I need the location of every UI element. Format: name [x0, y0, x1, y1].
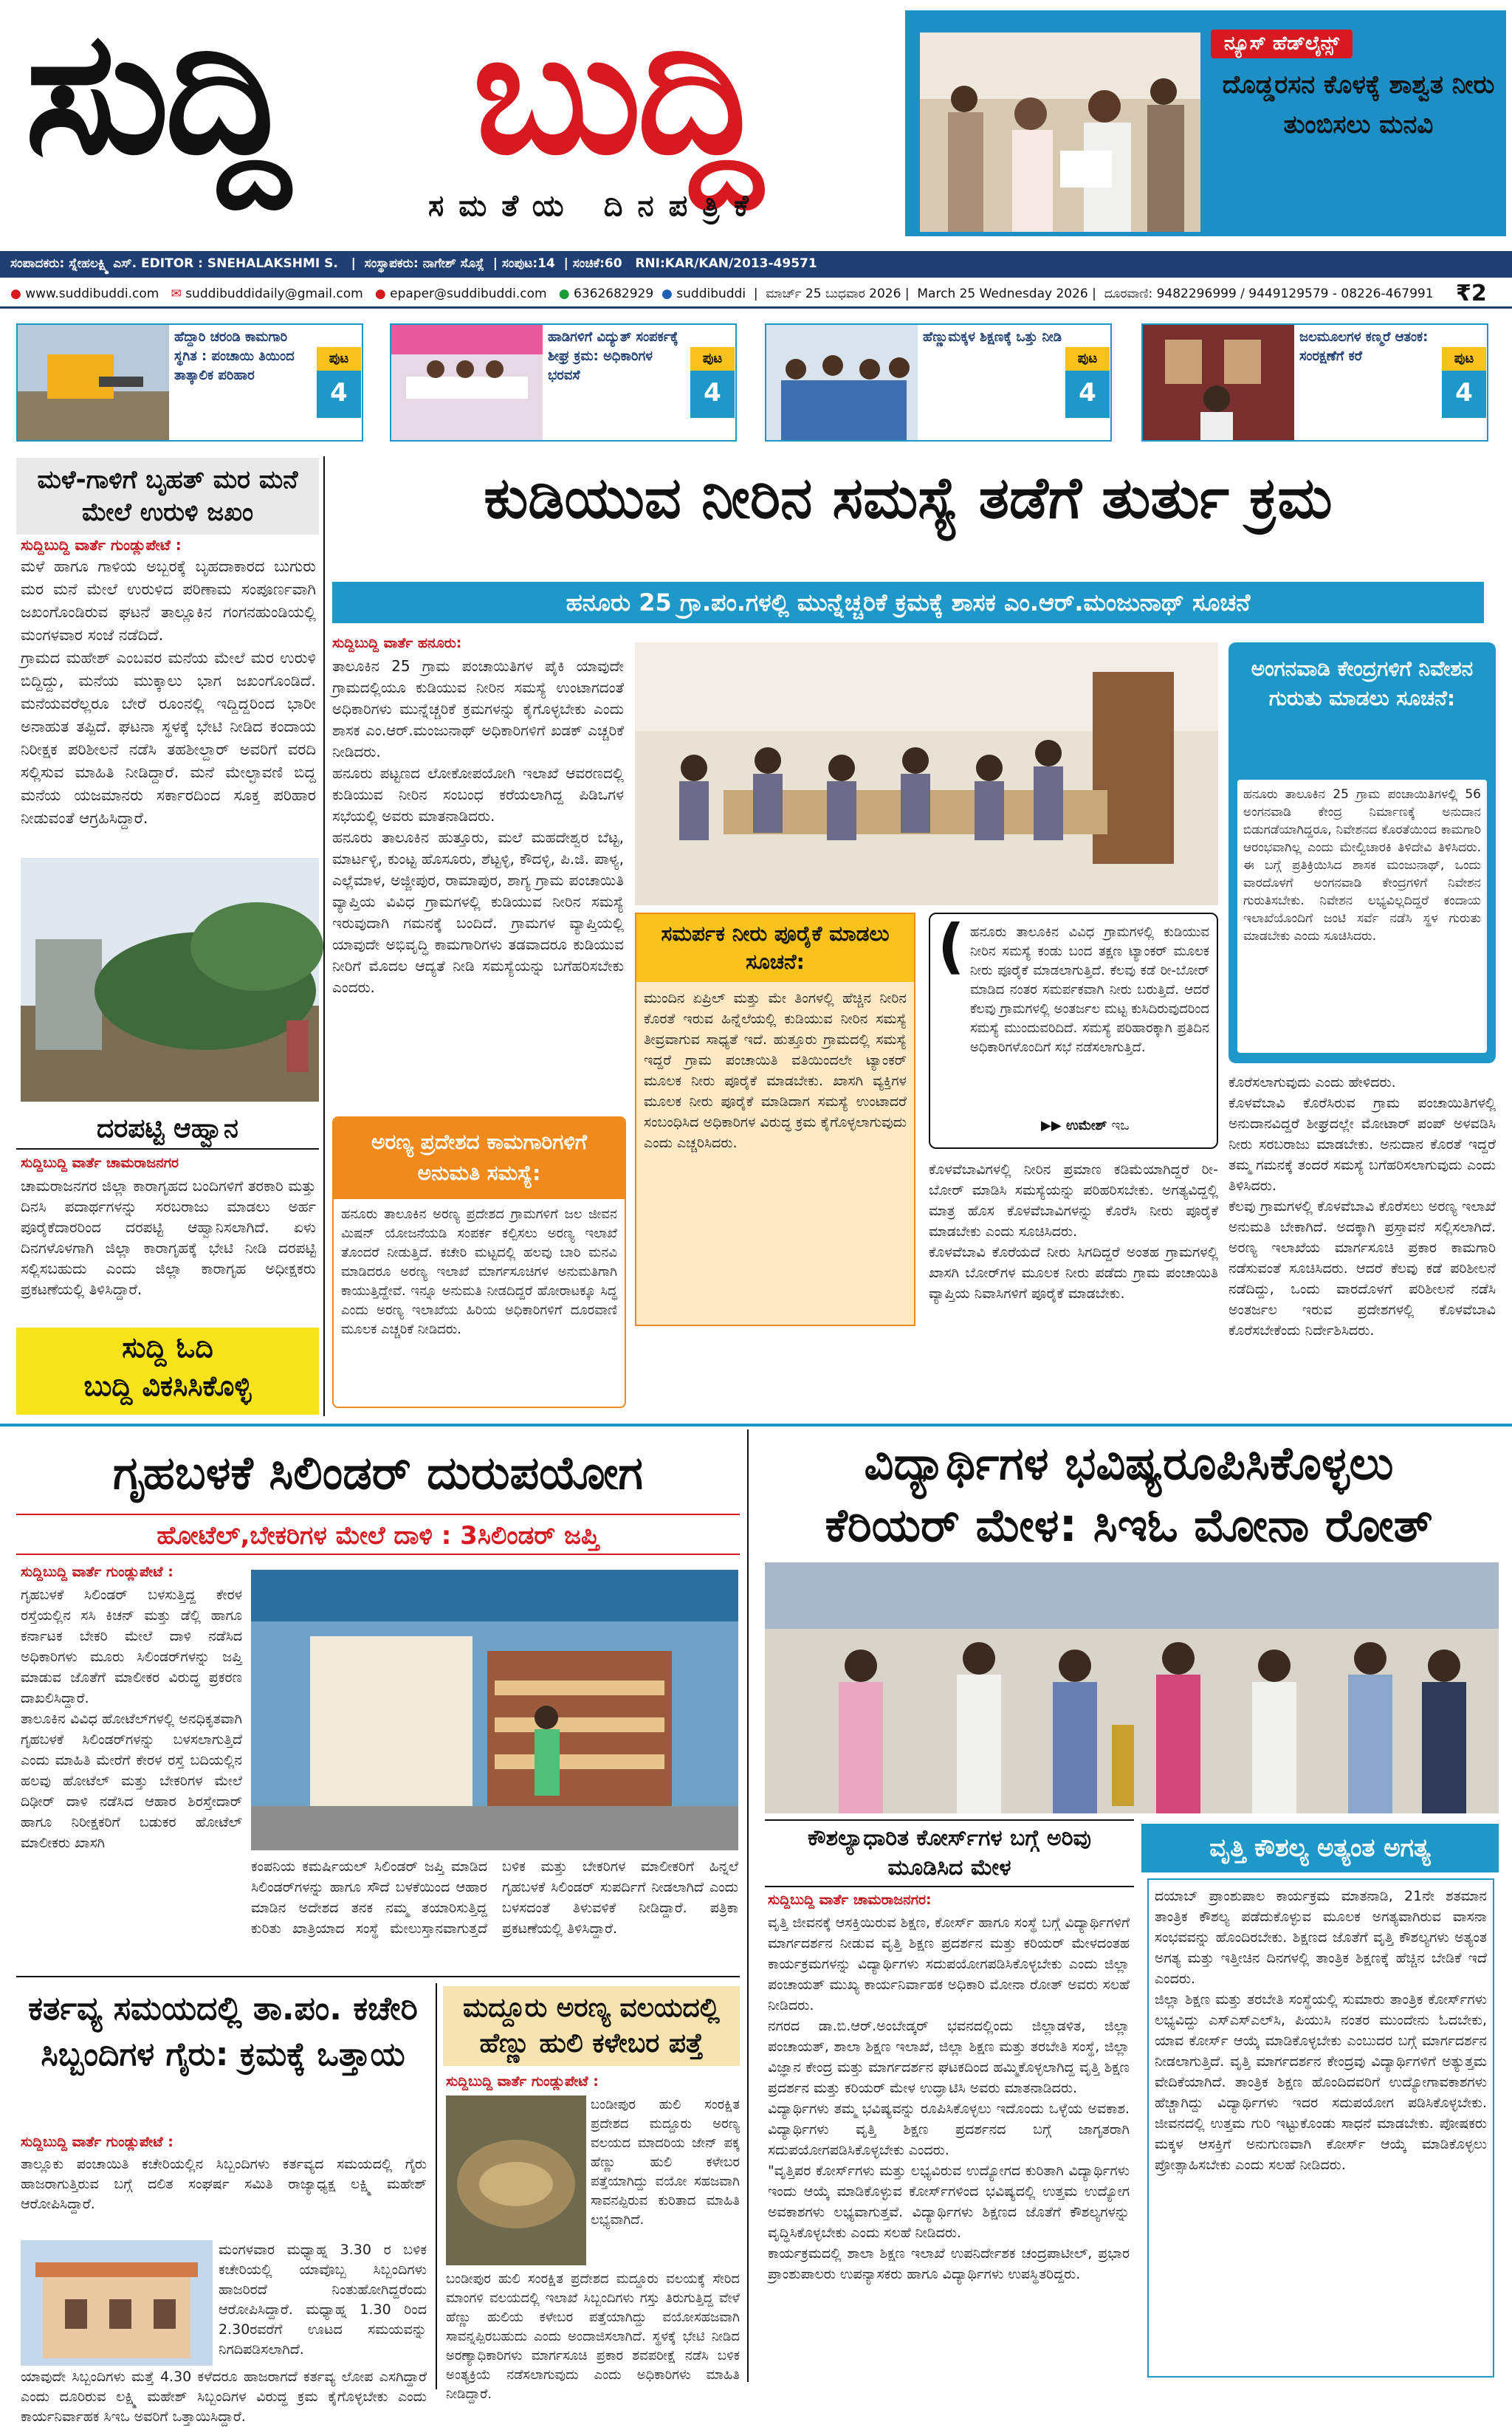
article-photo — [251, 1570, 738, 1850]
lead-col-3: ಕೊರೆಸಲಾಗುವುದು ಎಂದು ಹೇಳಿದರು. ಕೊಳವೆಬಾವಿ ಕೊರೆಸಿರುವ ಗ್ರಾಮ ಪಂಚಾಯಿತಿಗಳಲ್ಲಿ ಅನುದಾನವಿದ್ದರೆ ಶೀಘ್ರದಲ್ಲೇ ಮೋಟಾರ್ ಪಂಪ್ ಅಳವಡಿಸಿ ನೀರು ಸರಬರಾಜು ಮಾಡಬೇಕು. ಅನುದಾನ ಕೊರತೆ ಇದ್ದರೆ ತಮ್ಮ ಗಮನಕ್ಕೆ ತಂದರೆ ಸಮಸ್ಯೆ ಬಗೆಹರಿಸಲಾಗುವುದು ಎಂದು ತಿಳಿಸಿದರು. ಕೆಲವು ಗ್ರಾಮಗಳಲ್ಲಿ ಕೊಳವೆಬಾವಿ ಕೊರೆಸಲು ಅರಣ್ಯ ಇಲಾಖೆ ಅನುಮತಿ ಬೇಕಾಗಿದೆ. ಅದಕ್ಕಾಗಿ ಪ್ರಸ್ತಾವನೆ ಸಲ್ಲಿಸಲಾಗಿದೆ. ಅರಣ್ಯ ಇಲಾಖೆಯ ಮಾರ್ಗಸೂಚಿ ಪ್ರಕಾರ ಕಾಮಗಾರಿ ನಡೆಸುವಂತೆ ಸೂಚಿಸಿದರು. ಆದರೆ ಕೆಲವು ಕಡೆ ಪರಿಶೀಲನೆ ನಡೆದಿದ್ದು, ಒಂದು ವಾರದೊಳಗೆ ಪರಿಶೀಲನೆ ನಡೆಸಿ ಅಂತರ್ಜಲ ಇರುವ ಪ್ರದೇಶಗಳಲ್ಲಿ ಕೊಳವೆಬಾವಿ ಕೊರೆಸಬೇಕೆಂದು ನಿರ್ದೇಶಿಸಿದರು. — [1228, 1074, 1496, 1339]
article-headline: ಕರ್ತವ್ಯ ಸಮಯದಲ್ಲಿ ತಾ.ಪಂ. ಕಚೇರಿ ಸಿಬ್ಬಂದಿಗಳ ಗೈರು: ಕ್ರಮಕ್ಕೆ ಒತ್ತಾಯ — [28, 1990, 418, 2073]
article-body-2: ಕಂಪನಿಯ ಕಮರ್ಷಿಯಲ್ ಸಿಲಿಂಡರ್ ಜಪ್ತಿ ಮಾಡಿದ ಸಿಲಿಂಡರ್‌ಗಳನ್ನು ಹಾಗೂ ಸೌದೆ ಬಳಕೆಯಿಂದ ಆಹಾರ ಮಾಡಿನ ಅದೇಶದ ತನಕ ನಮ್ಮ ತಯಾರಿಸುತ್ತಿದ್ದ ಕುರಿತು ಖಾತ್ರಿಯಾದ ಸಂಸ್ಥೆ ಮೇಲುಸ್ತಾನವಾಗುತ್ತದೆ ಬಳಿಕ ಮತ್ತು ಬೇಕರಿಗಳ ಮಾಲೀಕರಿಗೆ ಹಿನ್ನಲೆ ಗೃಹಬಳಕೆ ಸಿಲಿಂಡರ್ ಸುಪರ್ದಿಗೆ ನೀಡಲಾಗಿದೆ ಎಂದು ಬಳಸದಂತೆ ತಿಳುವಳಿಕೆ ನೀಡಿದ್ದಾರೆ. ಪತ್ರಿಕಾ ಪ್ರಕಟಣೆಯಲ್ಲಿ ತಿಳಿಸಿದ್ದಾರೆ. — [251, 1858, 738, 1937]
lead-headline: ಕುಡಿಯುವ ನೀರಿನ ಸಮಸ್ಯೆ ತಡೆಗೆ ತುರ್ತು ಕ್ರಮ — [484, 465, 1333, 532]
lead-photo — [635, 642, 1218, 905]
lead-col-2b: ಕೊಳವೆಬಾವಿಗಳಲ್ಲಿ ನೀರಿನ ಪ್ರಮಾಣ ಕಡಿಮೆಯಾಗಿದ್ದರೆ ರೀ-ಬೋರ್ ಮಾಡಿಸಿ ಸಮಸ್ಯೆಯನ್ನು ಪರಿಹರಿಸಬೇಕು. ಅಗತ್ಯವಿದ್ದಲ್ಲಿ ಮಾತ್ರ ಹೊಸ ಕೊಳವೆಬಾವಿಗಳನ್ನು ಕೊರೆಸಿ ನೀರು ಪೂರೈಕೆ ಮಾಡಬೇಕು ಎಂದು ಸೂಚಿಸಿದರು. ಕೊಳವೆಬಾವಿ ಕೊರೆಯದೆ ನೀರು ಸಿಗದಿದ್ದರೆ ಅಂತಹ ಗ್ರಾಮಗಳಲ್ಲಿ ಖಾಸಗಿ ಬೋರ್‌ಗಳ ಮೂಲಕ ನೀರು ಪಡೆದು ಗ್ರಾಮ ಪಂಚಾಯಿತಿ ವ್ಯಾಪ್ತಿಯ ನಿವಾಸಿಗಳಿಗೆ ಪೂರೈಕೆ ಮಾಡಬೇಕು. — [929, 1161, 1218, 1302]
article-dateline: ಸುದ್ದಿಬುದ್ದಿ ವಾರ್ತೆ ಗುಂಡ್ಲುಪೇಟೆ : — [21, 536, 182, 554]
epaper-link[interactable]: epaper@suddibuddi.com — [390, 286, 547, 301]
box-title: ಸಮರ್ಪಕ ನೀರು ಪೂರೈಕೆ ಮಾಡಲು ಸೂಚನೆ: — [636, 914, 914, 982]
article-dateline: ಸುದ್ದಿಬುದ್ದಿ ವಾರ್ತೆ ಗುಂಡ್ಲುಪೇಟೆ : — [21, 2134, 173, 2150]
box-title: ಅಂಗನವಾಡಿ ಕೇಂದ್ರಗಳಿಗೆ ನಿವೇಶನ ಗುರುತು ಮಾಡಲು ಸೂಚನೆ: — [1251, 656, 1474, 710]
article-subhead: ಹೋಟೆಲ್,ಬೇಕರಿಗಳ ಮೇಲೆ ದಾಳಿ : 3ಸಿಲಿಂಡರ್ ಜಪ್ತಿ — [16, 1514, 740, 1555]
teaser-4[interactable] — [1141, 323, 1488, 442]
email-link[interactable]: suddibuddidaily@gmail.com — [185, 286, 363, 301]
box-body: ಮುಂದಿನ ಏಪ್ರಿಲ್ ಮತ್ತು ಮೇ ತಿಂಗಳಲ್ಲಿ ಹೆಚ್ಚಿನ ನೀರಿನ ಕೊರತೆ ಇರುವ ಹಿನ್ನೆಲೆಯಲ್ಲಿ ಕುಡಿಯುವ ನೀರಿನ ಸಮಸ್ಯೆ ತೀವ್ರವಾಗುವ ಸಾಧ್ಯತೆ ಇದೆ. ಹುತ್ತೂರು ಗ್ರಾಮದಲ್ಲಿ ಸಮಸ್ಯೆ ಇದ್ದರೆ ಗ್ರಾಮ ಪಂಚಾಯಿತಿ ವತಿಯಿಂದಲೇ ಟ್ಯಾಂಕರ್ ಮೂಲಕ ನೀರು ಪೂರೈಕೆ ಮಾಡಬೇಕು. ಖಾಸಗಿ ವ್ಯಕ್ತಿಗಳ ಮೂಲಕ ನೀರು ಪೂರೈಕೆ ಮಾಡಿದಾಗ ಸಮಸ್ಯೆ ಉಂಟಾದರೆ ಸಂಬಂಧಿಸಿದ ಅಧಿಕಾರಿಗಳ ವಿರುದ್ಧ ಕ್ರಮ ಕೈಗೊಳ್ಳಲಾಗುವುದು ಎಂದು ಎಚ್ಚರಿಸಿದರು. — [644, 990, 907, 1151]
teaser-photo — [766, 325, 918, 440]
article-body-3: ಯಾವುದೇ ಸಿಬ್ಬಂದಿಗಳು ಮತ್ತೆ 4.30 ಕಳೆದರೂ ಹಾಜರಾಗದೆ ಕರ್ತವ್ಯ ಲೋಪ ಎಸಗಿದ್ದಾರೆ ಎಂದು ದೂರಿರುವ ಲಕ್ಷ್ಮಿ ಮಹೇಶ್ ಸಿಬ್ಬಂದಿಗಳ ವಿರುದ್ಧ ಕ್ರಮ ಕೈಗೊಳ್ಳಬೇಕು ಎಂದು ಕಾರ್ಯನಿರ್ವಾಹಕ ಸಿಇಒ ಅವರಿಗೆ ಒತ್ತಾಯಿಸಿದ್ದಾರೆ. — [21, 2369, 427, 2425]
tagline: ಸಮತೆಯ ದಿನಪತ್ರಿಕೆ — [428, 189, 763, 223]
teaser-3[interactable] — [765, 323, 1112, 442]
box-body: ಹನೂರು ತಾಲೂಕಿನ ಅರಣ್ಯ ಪ್ರದೇಶದ ಗ್ರಾಮಗಳಿಗೆ ಜಲ ಜೀವನ ಮಿಷನ್ ಯೋಜನೆಯಡಿ ಸಂಪರ್ಕ ಕಲ್ಪಿಸಲು ಅರಣ್ಯ ಇಲಾಖೆ ತೊಂದರೆ ನೀಡುತ್ತಿದೆ. ಕಚೇರಿ ಮಟ್ಟದಲ್ಲಿ ಹಲವು ಬಾರಿ ಮನವಿ ಮಾಡಿದರೂ ಅರಣ್ಯ ಇಲಾಖೆ ಮಾರ್ಗಸೂಚಿಗಳ ಅನುಮತಿಗಾಗಿ ಕಾಯುತ್ತಿದ್ದೇವೆ. ಇನ್ನೂ ಅನುಮತಿ ನೀಡದಿದ್ದರೆ ಹೋರಾಟಕ್ಕೂ ಸಿದ್ಧ ಎಂದು ಅರಣ್ಯ ಇಲಾಖೆಯ ಹಿರಿಯ ಅಧಿಕಾರಿಗಳಿಗೆ ದೂರವಾಣಿ ಮೂಲಕ ಎಚ್ಚರಿಕೆ ನೀಡಿದರು. — [341, 1206, 617, 1337]
article-subhead-1: ಕೌಶಲ್ಯಾಧಾರಿತ ಕೋರ್ಸ್‌ಗಳ ಬಗ್ಗೆ ಅರಿವು ಮೂಡಿಸಿದ ಮೇಳ — [765, 1819, 1134, 1887]
water-supply-box — [635, 913, 915, 1326]
meta-bar: ಸಂಪಾದಕರು: ಸ್ನೇಹಲಕ್ಷ್ಮಿ ಎಸ್. EDITOR : SNEHALAKSHMI S. | ಸಂಸ್ಥಾಪಕರು: ನಾಗೇಶ್ ಸೊಸ್ಲೆ | ಸಂಪುಟ:14 | ಸಂಚಿಕೆ:60 RNI:KAR/KAN/2013-49571 — [0, 251, 1512, 278]
teaser-2[interactable] — [390, 323, 737, 442]
news-headline-photo — [920, 32, 1200, 232]
issue: ಸಂಚಿಕೆ:60 — [572, 256, 622, 271]
social-icon: ● — [662, 286, 673, 301]
lead-col-1: ತಾಲೂಕಿನ 25 ಗ್ರಾಮ ಪಂಚಾಯಿತಿಗಳ ಪೈಕಿ ಯಾವುದೇ ಗ್ರಾಮದಲ್ಲಿಯೂ ಕುಡಿಯುವ ನೀರಿನ ಸಮಸ್ಯೆ ಉಂಟಾಗದಂತೆ ಅಧಿಕಾರಿಗಳು ಮುನ್ನೆಚ್ಚರಿಕೆ ಕ್ರಮಗಳನ್ನು ಕೈಗೊಳ್ಳಬೇಕು ಎಂದು ಶಾಸಕ ಎಂ.ಆರ್.ಮಂಜುನಾಥ್ ಅಧಿಕಾರಿಗಳಿಗೆ ಖಡಕ್ ಎಚ್ಚರಿಕೆ ನೀಡಿದರು. ಹನೂರು ಪಟ್ಟಣದ ಲೋಕೋಪಯೋಗಿ ಇಲಾಖೆ ಆವರಣದಲ್ಲಿ ಕುಡಿಯುವ ನೀರಿನ ಸಂಬಂಧ ಕರೆಯಲಾಗಿದ್ದ ಪಿಡಿಒಗಳ ಸಭೆಯಲ್ಲಿ ಅವರು ಮಾತನಾಡಿದರು. ಹನೂರು ತಾಲೂಕಿನ ಹುತ್ತೂರು, ಮಲೆ ಮಹದೇಶ್ವರ ಬೆಟ್ಟ, ಮಾರ್ಟಳ್ಳಿ, ಕುಂಟ್ಟ ಹೊಸೂರು, ಶೆಟ್ಟಳ್ಳಿ, ಕೌದಳ್ಳಿ, ಪಿ.ಜಿ. ಪಾಳ್ಯ, ಎಲ್ಲೆಮಾಳ, ಅಜ್ಜೀಪುರ, ರಾಮಾಪುರ, ಶಾಗ್ಯ ಗ್ರಾಮ ಪಂಚಾಯಿತಿ ವ್ಯಾಪ್ತಿಯ ವಿವಿಧ ಗ್ರಾಮಗಳಲ್ಲಿ ಕುಡಿಯುವ ನೀರಿನ ಸಮಸ್ಯೆ ಇರುವುದಾಗಿ ಗಮನಕ್ಕೆ ಬಂದಿದೆ. ಗ್ರಾಮಗಳ ವ್ಯಾಪ್ತಿಯಲ್ಲಿ ಯಾವುದೇ ಅಭಿವೃದ್ಧಿ ಕಾಮಗಾರಿಗಳು ತಡವಾದರೂ ಕುಡಿಯುವ ನೀರಿಗೆ ಮೊದಲ ಆದ್ಯತೆ ನೀಡಿ ಸಮಸ್ಯೆಯನ್ನು ಬಗೆಹರಿಸಬೇಕು ಎಂದರು. — [332, 657, 624, 996]
mail-icon: ✉ — [171, 286, 182, 301]
quote-box — [929, 913, 1218, 1149]
date-english: March 25 Wednesday 2026 — [917, 286, 1088, 301]
article-body-1: ಬಂಡೀಪುರ ಹುಲಿ ಸಂರಕ್ಷಿತ ಪ್ರದೇಶದ ಮದ್ದೂರು ಅರಣ್ಯ ವಲಯದ ಮಾದರಿಯ ಜೇನ್ ಪಕ್ಕ ಹೆಣ್ಣು ಹುಲಿ ಕಳೇಬರ ಪತ್ತೆಯಾಗಿದ್ದು ವಯೋ ಸಹಜವಾಗಿ ಸಾವನಪ್ಪಿರುವ ಕುರಿತಾದ ಮಾಹಿತಿ ಲಭ್ಯವಾಗಿದೆ. — [591, 2097, 740, 2228]
teaser-text: ಹೆದ್ದಾರಿ ಚರಂಡಿ ಕಾಮಗಾರಿ ಸ್ಥಗಿತ : ಪಂಚಾಯಿ ತಿಯಿಂದ ತಾತ್ಕಾಲಿಕ ಪರಿಹಾರ — [174, 329, 295, 383]
teaser-photo — [391, 325, 543, 440]
article-dateline: ಸುದ್ದಿಬುದ್ದಿ ವಾರ್ತೆ ಚಾಮರಾಜನಗರ: — [768, 1892, 932, 1908]
divider — [436, 1983, 437, 2389]
lead-dateline: ಸುದ್ದಿಬುದ್ದಿ ವಾರ್ತೆ ಹನೂರು: — [332, 635, 462, 651]
teaser-page: ಪುಟ 4 — [1065, 347, 1110, 418]
date-kannada: ಮಾರ್ಚ್ 25 ಬುಧವಾರ 2026 — [766, 286, 901, 301]
divider — [323, 456, 325, 1416]
epaper-icon: ● — [374, 286, 386, 301]
article-subhead-2: ವೃತ್ತಿ ಕೌಶಲ್ಯ ಅತ್ಯಂತ ಅಗತ್ಯ — [1141, 1824, 1499, 1872]
news-headline-text[interactable]: ದೊಡ್ಡರಸನ ಕೊಳಕ್ಕೆ ಶಾಶ್ವತ ನೀರು ತುಂಬಿಸಲು ಮನವಿ — [1222, 70, 1495, 140]
editor-name: ಸಂಪಾದಕರು: ಸ್ನೇಹಲಕ್ಷ್ಮಿ ಎಸ್. EDITOR : SNEHALAKSHMI S. — [10, 256, 338, 271]
quote-attribution: ▶▶ ಉಮೇಶ್ ಇಒ — [1041, 1118, 1130, 1133]
logo-buddi: ಬುದ್ದಿ — [472, 0, 758, 192]
article-body: ವೃತ್ತಿ ಜೀವನಕ್ಕೆ ಆಸಕ್ತಿಯಿರುವ ಶಿಕ್ಷಣ, ಕೋರ್ಸ್ ಹಾಗೂ ಸಂಸ್ಥೆ ಬಗ್ಗೆ ವಿದ್ಯಾರ್ಥಿಗಳಿಗೆ ಮಾರ್ಗದರ್ಶನ ನೀಡುವ ವೃತ್ತಿ ಶಿಕ್ಷಣ ಪ್ರದರ್ಶನ ಮತ್ತು ಕರಿಯರ್ ಮೇಳದಂತಹ ಕಾರ್ಯಕ್ರಮಗಳನ್ನು ವಿದ್ಯಾರ್ಥಿಗಳು ಸದುಪಯೋಗಪಡಿಸಿಕೊಳ್ಳಬೇಕು ಎಂದು ಜಿಲ್ಲಾ ಪಂಚಾಯತ್ ಮುಖ್ಯ ಕಾರ್ಯನಿರ್ವಾಹಕ ಅಧಿಕಾರಿ ಮೋನಾ ರೋತ್ ಅವರು ಸಲಹೆ ನೀಡಿದರು. ನಗರದ ಡಾ.ಬಿ.ಆರ್.ಅಂಬೇಡ್ಕರ್ ಭವನದಲ್ಲಿಂದು ಜಿಲ್ಲಾಡಳಿತ, ಜಿಲ್ಲಾ ಪಂಚಾಯತ್, ಶಾಲಾ ಶಿಕ್ಷಣ ಇಲಾಖೆ, ಜಿಲ್ಲಾ ಶಿಕ್ಷಣ ಮತ್ತು ತರಬೇತಿ ಸಂಸ್ಥೆ, ಜಿಲ್ಲಾ ವಿಜ್ಞಾನ ಕೇಂದ್ರ ಮತ್ತು ಮಾರ್ಗದರ್ಶನ ಘಟಕದಿಂದ ಹಮ್ಮಿಕೊಳ್ಳಲಾಗಿದ್ದ ವೃತ್ತಿ ಶಿಕ್ಷಣ ಪ್ರದರ್ಶನ ಮತ್ತು ಕರಿಯರ್ ಮೇಳ ಉದ್ಘಾಟಿಸಿ ಅವರು ಮಾತನಾಡಿದರು. ವಿದ್ಯಾರ್ಥಿಗಳು ತಮ್ಮ ಭವಿಷ್ಯವನ್ನು ರೂಪಿಸಿಕೊಳ್ಳಲು ಇದೊಂದು ಒಳ್ಳೆಯ ಅವಕಾಶ. ವಿದ್ಯಾರ್ಥಿಗಳು ವೃತ್ತಿ ಶಿಕ್ಷಣ ಪ್ರದರ್ಶನದ ಬಗ್ಗೆ ಜಾಗೃತರಾಗಿ ಸದುಪಯೋಗಪಡಿಸಿಕೊಳ್ಳಬೇಕು ಎಂದರು. "ವೃತ್ತಿಪರ ಕೋರ್ಸ್‌ಗಳು ಮತ್ತು ಲಭ್ಯವಿರುವ ಉದ್ಯೋಗದ ಕುರಿತಾಗಿ ವಿದ್ಯಾರ್ಥಿಗಳು ಇಂದು ಆಯ್ಕೆ ಮಾಡಿಕೊಳ್ಳುವ ಕೋರ್ಸ್‌ಗಳಿಂದ ಭವಿಷ್ಯದಲ್ಲಿ ಉತ್ತಮ ಉದ್ಯೋಗ ಅವಕಾಶಗಳು ಲಭ್ಯವಾಗುತ್ತವೆ. ವಿದ್ಯಾರ್ಥಿಗಳು ಶಿಕ್ಷಣದ ಜೊತೆಗೆ ಕೌಶಲ್ಯಗಳನ್ನು ವೃದ್ಧಿಸಿಕೊಳ್ಳಬೇಕು ಎಂದು ಸಲಹೆ ನೀಡಿದರು. ಕಾರ್ಯಕ್ರಮದಲ್ಲಿ ಶಾಲಾ ಶಿಕ್ಷಣ ಇಲಾಖೆ ಉಪನಿರ್ದೇಶಕ ಚಂದ್ರಪಾಟೀಲ್, ಪ್ರಭಾರ ಪ್ರಾಂಶುಪಾಲರು ಉಪನ್ಯಾಸಕರು ಹಾಗೂ ವಿದ್ಯಾರ್ಥಿಗಳು ಉಪಸ್ಥಿತರಿದ್ದರು. — [768, 1915, 1130, 2282]
divider — [16, 1976, 740, 1977]
article-dateline: ಸುದ್ದಿಬುದ್ದಿ ವಾರ್ತೆ ಗುಂಡ್ಲುಪೇಟೆ : — [446, 2073, 599, 2090]
teaser-page: ಪುಟ 4 — [1442, 347, 1486, 418]
article-body: ಮಳೆ ಹಾಗೂ ಗಾಳಿಯ ಅಬ್ಬರಕ್ಕೆ ಬೃಹದಾಕಾರದ ಬುಗುರು ಮರ ಮನೆ ಮೇಲೆ ಉರುಳಿದ ಪರಿಣಾಮ ಸಂಪೂರ್ಣವಾಗಿ ಜಖಂಗೊಂಡಿರುವ ಘಟನೆ ತಾಲ್ಲೂಕಿನ ಗಂಗನಹುಂಡಿಯಲ್ಲಿ ಮಂಗಳವಾರ ಸಂಜೆ ನಡೆದಿದೆ. ಗ್ರಾಮದ ಮಹೇಶ್ ಎಂಬವರ ಮನೆಯ ಮೇಲೆ ಮರ ಉರುಳಿ ಬಿದ್ದಿದ್ದು, ಮನೆಯ ಮುಕ್ಕಾಲು ಭಾಗ ಜಖಂಗೊಂಡಿದೆ. ಮನೆಯವರೆಲ್ಲರೂ ಬೇರೆ ರೂಂನಲ್ಲಿ ಇದ್ದಿದ್ದರಿಂದ ಭಾರೀ ಅನಾಹುತ ತಪ್ಪಿದೆ. ಘಟನಾ ಸ್ಥಳಕ್ಕೆ ಭೇಟಿ ನೀಡಿದ ಕಂದಾಯ ನಿರೀಕ್ಷಕ ಪರಿಶೀಲನೆ ನಡೆಸಿ ತಹಶೀಲ್ದಾರ್ ಅವರಿಗೆ ವರದಿ ಸಲ್ಲಿಸುವ ಮಾಹಿತಿ ನೀಡಿದ್ದಾರೆ. ಮನೆ ಮೇಲ್ಛಾವಣಿ ಬಿದ್ದ ಮನೆಯ ಯಜಮಾನರು ಸರ್ಕಾರದಿಂದ ಸೂಕ್ತ ಪರಿಹಾರ ನೀಡುವಂತೆ ಆಗ್ರಹಿಸಿದ್ದಾರೆ. — [21, 557, 316, 827]
article-body-2: ಬಂಡೀಪುರ ಹುಲಿ ಸಂರಕ್ಷಿತ ಪ್ರದೇಶದ ಮದ್ದೂರು ವಲಯಕ್ಕೆ ಸೇರಿದ ಮಾಂಗಳಿ ವಲಯದಲ್ಲಿ ಇಲಾಖೆ ಸಿಬ್ಬಂದಿಗಳು ಗಸ್ತು ತಿರುಗುತ್ತಿದ್ದ ವೇಳೆ ಹೆಣ್ಣು ಹುಲಿಯ ಕಳೇಬರ ಪತ್ತೆಯಾಗಿದ್ದು ವಯೋಸಹಜವಾಗಿ ಸಾವನ್ನಪ್ಪಿರಬಹುದು ಎಂದು ಅಂದಾಜಿಸಲಾಗಿದೆ. ಸ್ಥಳಕ್ಕೆ ಭೇಟಿ ನೀಡಿದ ಅರಣ್ಯಾಧಿಕಾರಿಗಳು ಮಾರ್ಗಸೂಚಿ ಪ್ರಕಾರ ಶವಪರೀಕ್ಷೆ ನಡೆಸಿ ಬಳಿಕ ಅಂತ್ಯಕ್ರಿಯೆ ನಡೆಸಲಾಗುವುದು ಎಂದು ಅಧಿಕಾರಿಗಳು ಮಾಹಿತಿ ನೀಡಿದ್ದಾರೆ. — [446, 2271, 740, 2402]
whatsapp-number[interactable]: 6362682929 — [574, 286, 654, 301]
forest-permission-box — [332, 1116, 626, 1408]
teaser-text: ಜಲಮೂಲಗಳ ಕಣ್ಮರೆ ಆತಂಕ: ಸಂರಕ್ಷಣೆಗೆ ಕರೆ — [1299, 329, 1429, 364]
lead-subhead: ಹನೂರು 25 ಗ್ರಾ.ಪಂ.ಗಳಲ್ಲಿ ಮುನ್ನೆಚ್ಚರಿಕೆ ಕ್ರಮಕ್ಕೆ ಶಾಸಕ ಎಂ.ಆರ್.ಮಂಜುನಾಥ್ ಸೂಚನೆ — [332, 582, 1484, 623]
article-headline: ಗೃಹಬಳಕೆ ಸಿಲಿಂಡರ್ ದುರುಪಯೋಗ — [113, 1446, 643, 1500]
article-body: ಚಾಮರಾಜನಗರ ಜಿಲ್ಲಾ ಕಾರಾಗೃಹದ ಬಂದಿಗಳಿಗೆ ತರಕಾರಿ ಮತ್ತು ದಿನಸಿ ಪದಾರ್ಥಗಳನ್ನು ಸರಬರಾಜು ಮಾಡಲು ಅರ್ಹ ಪೂರೈಕೆದಾರರಿಂದ ದರಪಟ್ಟಿ ಆಹ್ವಾನಿಸಲಾಗಿದೆ. ಏಳು ದಿನಗಳೊಳಗಾಗಿ ಜಿಲ್ಲಾ ಕಾರಾಗೃಹಕ್ಕೆ ಭೇಟಿ ನೀಡಿ ದರಪಟ್ಟಿ ಸಲ್ಲಿಸಬಹುದು ಎಂದು ಜಿಲ್ಲಾ ಕಾರಾಗೃಹ ಅಧೀಕ್ಷಕರು ಪ್ರಕಟಣೆಯಲ್ಲಿ ತಿಳಿಸಿದ್ದಾರೆ. — [21, 1177, 316, 1298]
volume: ಸಂಪುಟ:14 — [501, 256, 555, 271]
article-dateline: ಸುದ್ದಿಬುದ್ದಿ ವಾರ್ತೆ ಗುಂಡ್ಲುಪೇಟೆ : — [21, 1564, 173, 1580]
article-body-1: ತಾಲ್ಲೂಕು ಪಂಚಾಯಿತಿ ಕಚೇರಿಯಲ್ಲಿನ ಸಿಬ್ಬಂದಿಗಳು ಕರ್ತವ್ಯದ ಸಮಯದಲ್ಲಿ ಗೈರು ಹಾಜರಾಗುತ್ತಿರುವ ಬಗ್ಗೆ ದಲಿತ ಸಂಘರ್ಷ ಸಮಿತಿ ರಾಜ್ಯಾಧ್ಯಕ್ಷ ಲಕ್ಷ್ಮಿ ಮಹೇಶ್ ಆರೋಪಿಸಿದ್ದಾರೆ. — [21, 2156, 427, 2212]
contact-bar: ● www.suddibuddi.com ✉ suddibuddidaily@gmail.com ● epaper@suddibuddi.com ● 6362682929 ● suddibuddi | ಮಾರ್ಚ್ 25 ಬುಧವಾರ 2026 | March 25 Wednesday 2026 | ದೂರವಾಣಿ: 9482296999 / 9449129579 - 08226-467991 — [0, 282, 1512, 309]
article-headline-1: ವಿದ್ಯಾರ್ಥಿಗಳ ಭವಿಷ್ಯರೂಪಿಸಿಕೊಳ್ಳಲು — [864, 1436, 1394, 1490]
rni-number: RNI:KAR/KAN/2013-49571 — [635, 256, 817, 271]
article-body-1: ಗೃಹಬಳಕೆ ಸಿಲಿಂಡರ್ ಬಳಸುತ್ತಿದ್ದ ಕೇರಳ ರಸ್ತೆಯಲ್ಲಿನ ಸಸಿ ಕಿಚನ್ ಮತ್ತು ಡೆಲ್ಲಿ ಹಾಗೂ ಕರ್ನಾಟಕ ಬೇಕರಿ ಮೇಲೆ ದಾಳಿ ನಡೆಸಿದ ಅಧಿಕಾರಿಗಳು ಮೂರು ಸಿಲಿಂಡರ್‌ಗಳನ್ನು ಜಪ್ತಿ ಮಾಡುವ ಜೊತೆಗೆ ಮಾಲೀಕರ ವಿರುದ್ಧ ಪ್ರಕರಣ ದಾಖಲಿಸಿದ್ದಾರೆ. ತಾಲೂಕಿನ ವಿವಿಧ ಹೋಟೆಲ್‌ಗಳಲ್ಲಿ ಅನಧಿಕೃತವಾಗಿ ಗೃಹಬಳಕೆ ಸಿಲಿಂಡರ್‌ಗಳನ್ನು ಬಳಸಲಾಗುತ್ತಿದೆ ಎಂದು ಮಾಹಿತಿ ಮೇರೆಗೆ ಕೇರಳ ರಸ್ತೆ ಬದಿಯಲ್ಲಿನ ಹಲವು ಹೋಟೆಲ್ ಮತ್ತು ಬೇಕರಿಗಳ ಮೇಲೆ ದಿಢೀರ್ ದಾಳಿ ನಡೆಸಿದ ಆಹಾರ ಶಿರಸ್ತೇದಾರ್ ಹಾಗೂ ನಿರೀಕ್ಷಕರಿಗೆ ಬಡುಕರ ಹೋಟೆಲ್ ಮಾಲೀಕರು ಖಾಸಗಿ — [21, 1587, 242, 1851]
article-headline-2: ಕೆರಿಯರ್ ಮೇಳ: ಸಿಇಓ ಮೋನಾ ರೋತ್ — [825, 1498, 1433, 1552]
teaser-text: ಹೆಣ್ಣುಮಕ್ಕಳ ಶಿಕ್ಷಣಕ್ಕೆ ಒತ್ತು ನೀಡಿ — [923, 329, 1062, 345]
article-photo — [765, 1562, 1499, 1813]
whatsapp-icon: ● — [558, 286, 570, 301]
globe-icon: ● — [10, 286, 21, 301]
slogan-box — [16, 1328, 319, 1415]
news-headline-label: ನ್ಯೂಸ್ ಹೆಡ್‌ಲೈನ್ಸ್ — [1211, 30, 1353, 58]
box-title: ಅರಣ್ಯ ಪ್ರದೇಶದ ಕಾಮಗಾರಿಗಳಿಗೆ ಅನುಮತಿ ಸಮಸ್ಯೆ: — [334, 1118, 625, 1199]
teaser-photo — [1143, 325, 1294, 440]
slogan-line-1: ಸುದ್ದಿ ಓದಿ — [122, 1331, 213, 1364]
article-headline: ದರಪಟ್ಟಿ ಆಹ್ವಾನ — [16, 1113, 319, 1150]
associate-name: ಸಂಸ್ಥಾಪಕರು: ನಾಗೇಶ್ ಸೊಸ್ಲೆ — [364, 256, 484, 271]
website-link[interactable]: www.suddibuddi.com — [25, 286, 159, 301]
article-dateline: ಸುದ್ದಿಬುದ್ದಿ ವಾರ್ತೆ ಚಾಮರಾಜನಗರ — [21, 1155, 179, 1171]
teaser-page: ಪುಟ 4 — [690, 347, 735, 418]
slogan-line-2: ಬುದ್ದಿ ವಿಕಸಿಸಿಕೊಳ್ಳಿ — [83, 1370, 252, 1402]
logo-suddi: ಸುದ್ದಿ — [25, 0, 286, 192]
anganwadi-box — [1228, 642, 1496, 1063]
article-headline: ಮಳೆ-ಗಾಳಿಗೆ ಬೃಹತ್ ಮರ ಮನೆ ಮೇಲೆ ಉರುಳಿ ಜಖಂ — [16, 458, 319, 535]
social-handle[interactable]: suddibuddi — [676, 286, 746, 301]
box-body: ಹನೂರು ತಾಲೂಕಿನ 25 ಗ್ರಾಮ ಪಂಚಾಯಿತಿಗಳಲ್ಲಿ 56 ಅಂಗನವಾಡಿ ಕೇಂದ್ರ ನಿರ್ಮಾಣಕ್ಕೆ ಅನುದಾನ ಬಿಡುಗಡೆಯಾಗಿದ್ದರೂ, ನಿವೇಶನದ ಕೊರತೆಯಿಂದ ಕಾಮಗಾರಿ ಆರಂಭವಾಗಿಲ್ಲ ಎಂದು ಮೇಲ್ವಿಚಾರಕಿ ತಿಳಿದೇವಿ ತಿಳಿಸಿದರು. ಈ ಬಗ್ಗೆ ಪ್ರತಿಕ್ರಿಯಿಸಿದ ಶಾಸಕ ಮಂಜುನಾಥ್, ಒಂದು ವಾರದೊಳಗೆ ಅಂಗನವಾಡಿ ಕೇಂದ್ರಗಳಿಗೆ ನಿವೇಶನ ಗುರುತಿಸಬೇಕು. ನಿವೇಶನ ಲಭ್ಯವಿಲ್ಲದಿದ್ದರೆ ಕಂದಾಯ ಇಲಾಖೆಯೊಂದಿಗೆ ಜಂಟಿ ಸರ್ವೆ ನಡೆಸಿ ಸ್ಥಳ ಗುರುತು ಮಾಡಬೇಕು ಎಂದು ಸೂಚಿಸಿದರು. — [1237, 780, 1487, 1053]
article-photo — [21, 858, 319, 1102]
article-body-2: ದಯಾಬ್ ಪ್ರಾಂಶುಪಾಲ ಕಾರ್ಯಕ್ರಮ ಮಾತನಾಡಿ, 21ನೇ ಶತಮಾನ ತಾಂತ್ರಿಕ ಕೌಶಲ್ಯ ಪಡೆದುಕೊಳ್ಳುವ ಮೂಲಕ ಅಗತ್ಯವಾಗಿರುವ ವಾಸನಾ ಸಂಭವವನ್ನು ಹೊಂದಿರಬೇಕು. ಶಿಕ್ಷಣದ ಜೊತೆಗೆ ವೃತ್ತಿ ಕೌಶಲ್ಯಗಳು ಅತ್ಯಂತ ಅಗತ್ಯ ಮತ್ತು ಇತ್ತೀಚಿನ ದಿನಗಳಲ್ಲಿ ತಾಂತ್ರಿಕ ಶಿಕ್ಷಣಕ್ಕೆ ಹೆಚ್ಚಿನ ಬೇಡಿಕೆ ಇದೆ ಎಂದರು. ಜಿಲ್ಲಾ ಶಿಕ್ಷಣ ಮತ್ತು ತರಬೇತಿ ಸಂಸ್ಥೆಯಲ್ಲಿ ಸುಮಾರು ತಾಂತ್ರಿಕ ಕೋರ್ಸ್‌ಗಳು ಲಭ್ಯವಿದ್ದು ಎಸ್‌ಎಸ್‌ಎಲ್‌ಸಿ, ಪಿಯುಸಿ ನಂತರ ಮುಂದೇನು ಓದಬೇಕು, ಯಾವ ಕೋರ್ಸ್ ಆಯ್ಕೆ ಮಾಡಿಕೊಳ್ಳಬೇಕು ಎಂಬುದರ ಬಗ್ಗೆ ಮಾರ್ಗದರ್ಶನ ನೀಡಲಾಗುತ್ತಿದೆ. ವೃತ್ತಿ ಮಾರ್ಗದರ್ಶನ ಕೇಂದ್ರವು ವಿದ್ಯಾರ್ಥಿಗಳಿಗೆ ಅತ್ಯುತ್ತಮ ವೇದಿಕೆಯಾಗಿದೆ. ತಾಂತ್ರಿಕ ಶಿಕ್ಷಣ ಹೊಂದಿದವರಿಗೆ ಉದ್ಯೋಗಾವಕಾಶಗಳು ಹೆಚ್ಚಾಗಿದ್ದು ವಿದ್ಯಾರ್ಥಿಗಳು ಇದರ ಸದುಪಯೋಗ ಪಡಿಸಿಕೊಳ್ಳಬೇಕು. ಜೀವನದಲ್ಲಿ ಉತ್ತಮ ಗುರಿ ಇಟ್ಟುಕೊಂಡು ಸಾಧನೆ ಮಾಡಬೇಕು. ಪೋಷಕರು ಮಕ್ಕಳ ಆಸಕ್ತಿಗೆ ಅನುಗುಣವಾಗಿ ಕೋರ್ಸ್ ಆಯ್ಕೆ ಮಾಡಿಕೊಳ್ಳಲು ಪ್ರೋತ್ಸಾಹಿಸಬೇಕು ಎಂದು ಸಲಹೆ ನೀಡಿದರು. — [1147, 1878, 1494, 2378]
phone-numbers: ದೂರವಾಣಿ: 9482296999 / 9449129579 - 08226-467991 — [1104, 286, 1434, 301]
divider — [747, 1429, 749, 2382]
teaser-photo — [18, 325, 169, 440]
article-headline: ಮದ್ದೂರು ಅರಣ್ಯ ವಲಯದಲ್ಲಿ ಹೆಣ್ಣು ಹುಲಿ ಕಳೇಬರ ಪತ್ತೆ — [443, 1986, 740, 2066]
teaser-page: ಪುಟ 4 — [317, 347, 361, 418]
quote-icon: ( — [938, 912, 965, 981]
teaser-text: ಹಾಡಿಗಳಿಗೆ ವಿದ್ಯುತ್ ಸಂಪರ್ಕಕ್ಕೆ ಶೀಘ್ರ ಕ್ರಮ: ಅಧಿಕಾರಿಗಳ ಭರವಸೆ — [548, 329, 678, 383]
quote-text: ಹನೂರು ತಾಲೂಕಿನ ವಿವಿಧ ಗ್ರಾಮಗಳಲ್ಲಿ ಕುಡಿಯುವ ನೀರಿನ ಸಮಸ್ಯೆ ಕಂಡು ಬಂದ ತಕ್ಷಣ ಟ್ಯಾಂಕರ್ ಮೂಲಕ ನೀರು ಪೂರೈಕೆ ಮಾಡಲಾಗುತ್ತಿದೆ. ಕೆಲವು ಕಡೆ ರೀ-ಬೋರ್ ಮಾಡಿದ ನಂತರ ಸಮರ್ಪಕವಾಗಿ ನೀರು ಬರುತ್ತಿದೆ. ಆದರೆ ಕೆಲವು ಗ್ರಾಮಗಳಲ್ಲಿ ಅಂತರ್ಜಲ ಮಟ್ಟ ಕುಸಿದಿರುವುದರಿಂದ ಸಮಸ್ಯೆ ಮುಂದುವರಿದಿದೆ. ಸಮಸ್ಯೆ ಪರಿಹಾರಕ್ಕಾಗಿ ಪ್ರತಿದಿನ ಅಧಿಕಾರಿಗಳೊಂದಿಗೆ ಸಭೆ ನಡೆಸಲಾಗುತ್ತಿದೆ. — [970, 924, 1209, 1055]
teaser-1[interactable] — [16, 323, 363, 442]
article-body-2: ಮಂಗಳವಾರ ಮಧ್ಯಾಹ್ನ 3.30 ರ ಬಳಿಕ ಕಚೇರಿಯಲ್ಲಿ ಯಾವೊಬ್ಬ ಸಿಬ್ಬಂದಿಗಳು ಹಾಜರಿರದೆ ನಿಂತುಹೋಗಿದ್ದರೆಂದು ಆರೋಪಿಸಿದ್ದಾರೆ. ಮಧ್ಯಾಹ್ನ 1.30 ರಿಂದ 2.30ರವರೆಗೆ ಊಟದ ಸಮಯವನ್ನು ನಿಗದಿಪಡಿಸಲಾಗಿದೆ. — [219, 2242, 427, 2358]
article-photo — [446, 2095, 586, 2265]
article-photo — [21, 2240, 213, 2366]
price: ₹2 — [1456, 281, 1487, 306]
divider — [0, 1424, 1512, 1427]
